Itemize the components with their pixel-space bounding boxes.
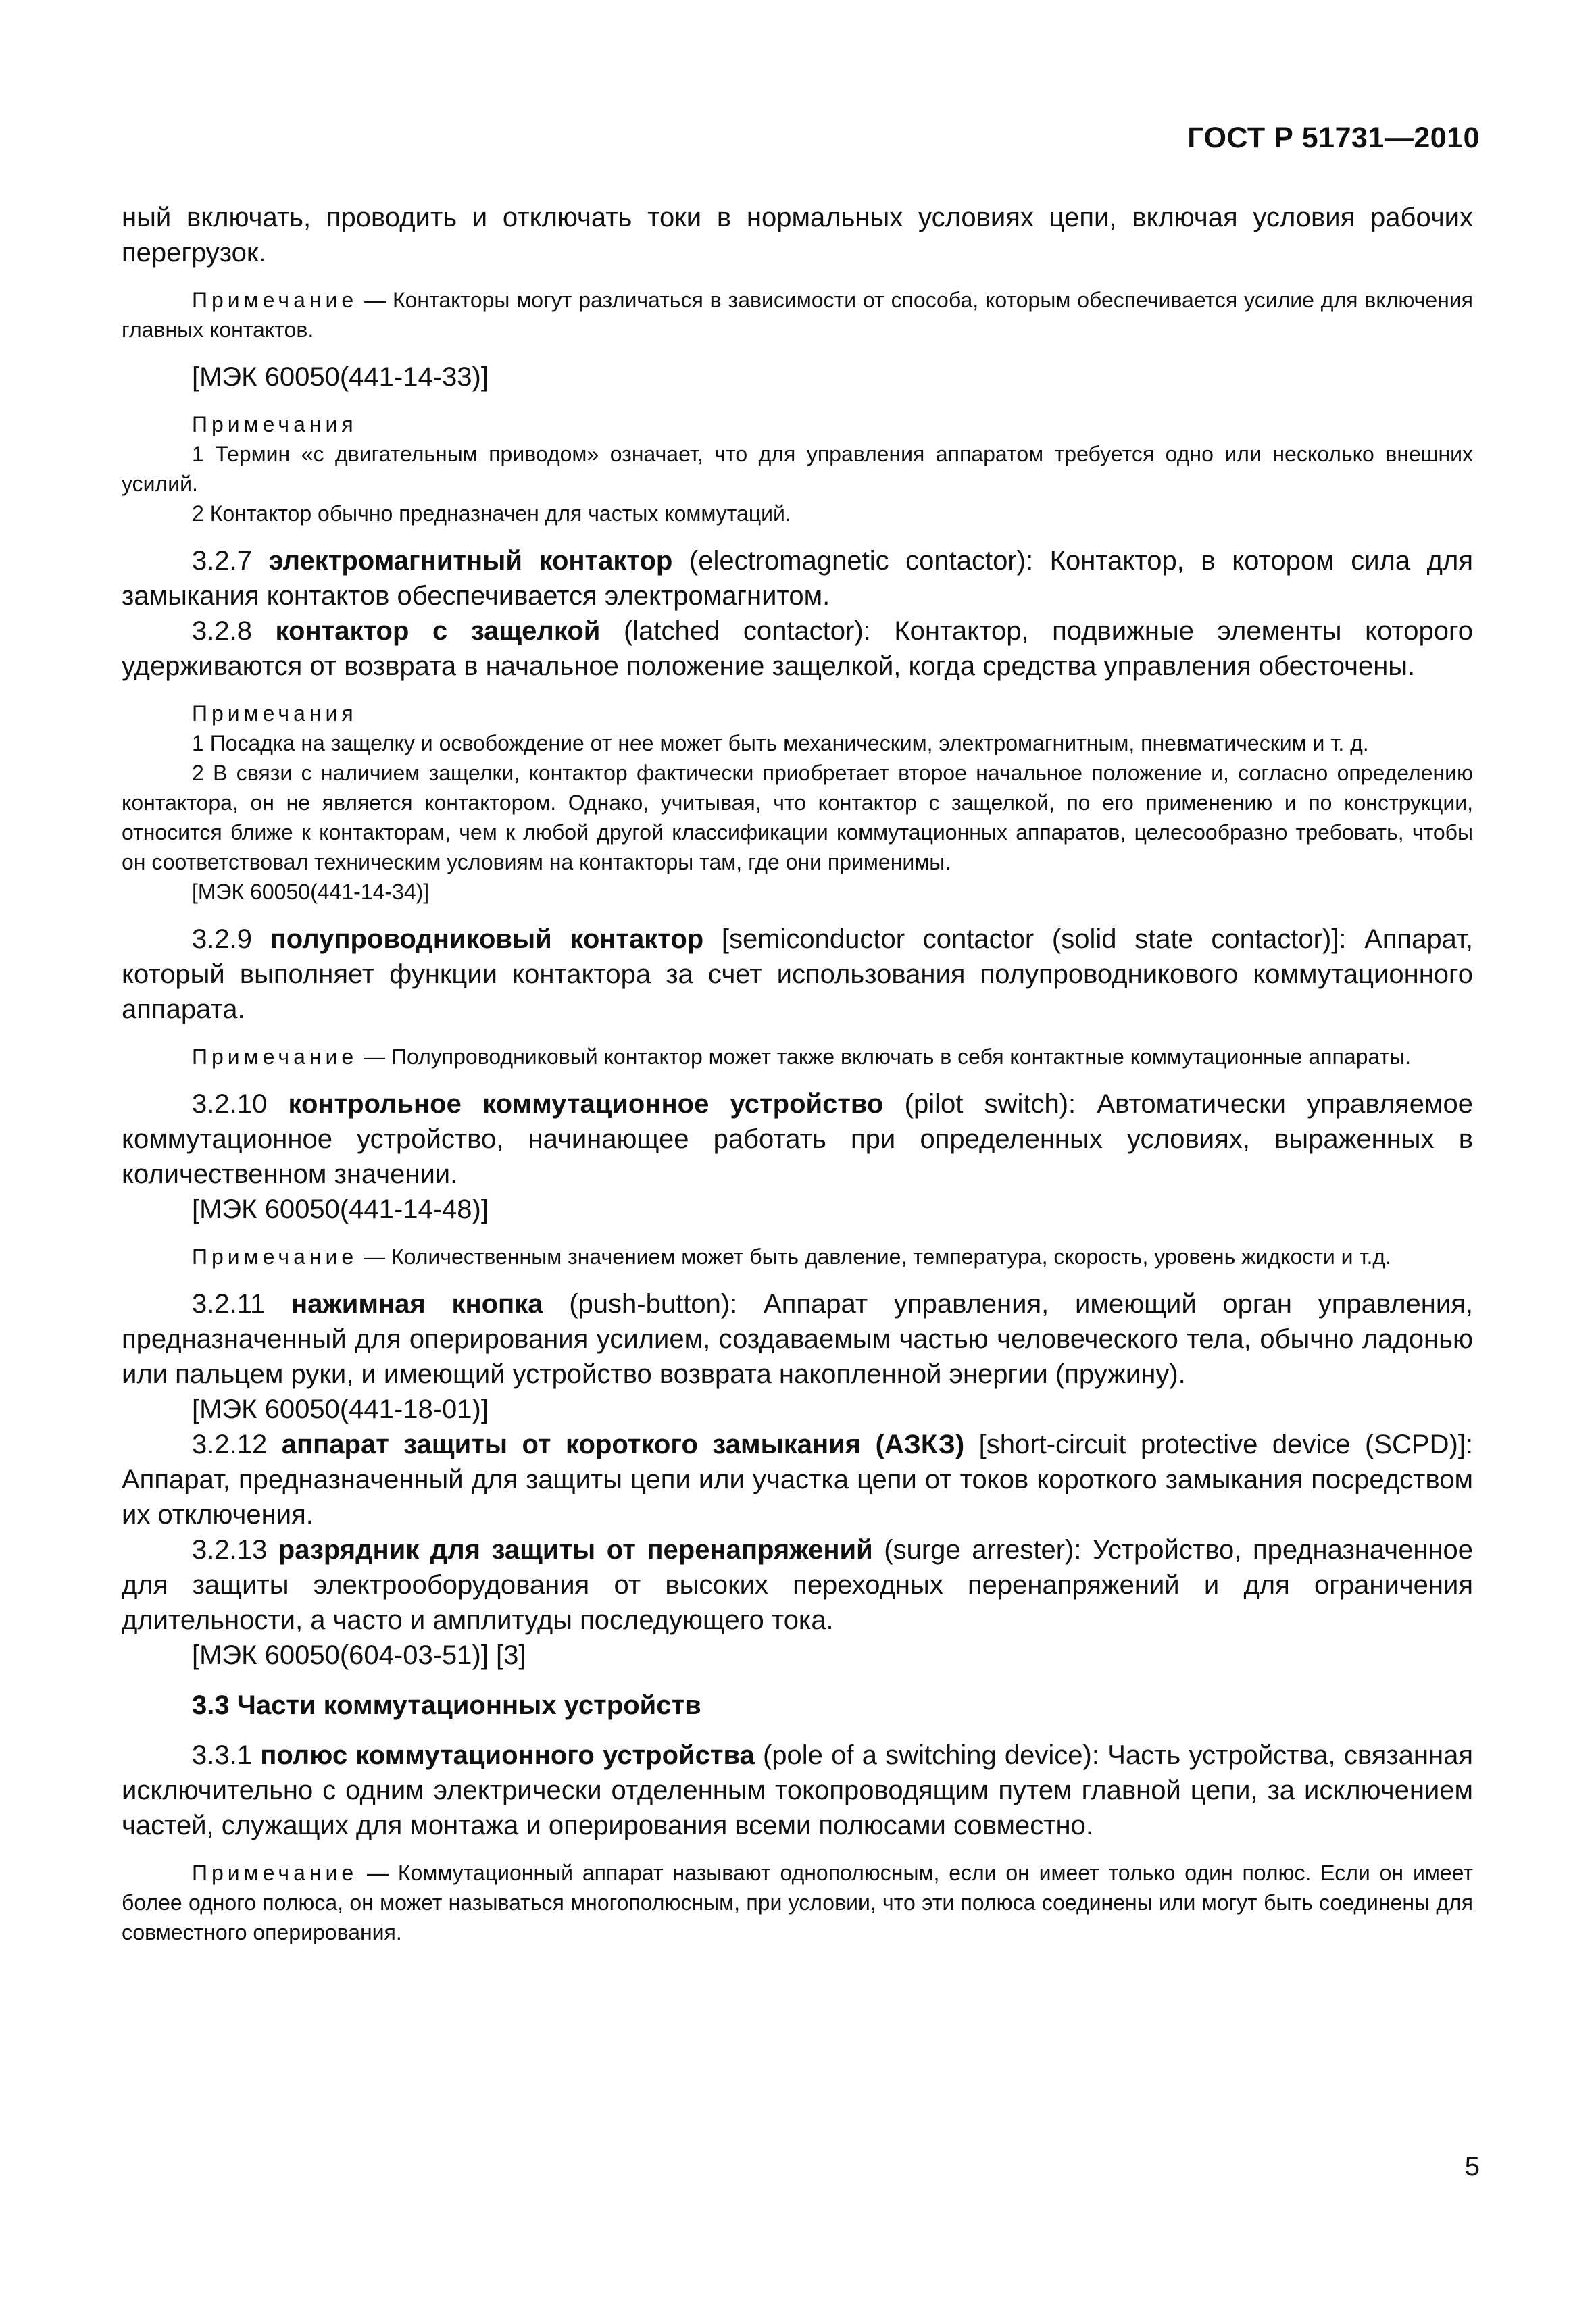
term-name: полупроводниковый контактор xyxy=(270,924,704,954)
term-definition: (push-button): Аппарат управления, имеющий орган управления, предназначенный для оперирования усилием, создаваемым частью человеческого тела, обычно ладонью или пальцем руки, и имеющий устройство возврата накопленной энергии (пружину). xyxy=(122,1289,1473,1389)
term-name: нажимная кнопка xyxy=(291,1289,543,1319)
term-3-2-11 xyxy=(122,1286,1473,1392)
term-number: 3.2.11 xyxy=(192,1289,291,1319)
term-3-2-12 xyxy=(122,1427,1473,1532)
note-item-2: 2 Контактор обычно предназначен для частых коммутаций. xyxy=(192,501,791,526)
reference-441-14-34: [МЭК 60050(441-14-34)] xyxy=(192,880,430,904)
term-definition: [semiconductor contactor (solid state contactor)]: Аппарат, который выполняет функции контактора за счет использования полупроводникового коммутационного аппарата. xyxy=(122,924,1473,1024)
term-name: контактор с защелкой xyxy=(275,616,601,646)
note-text: — Контакторы могут различаться в зависимости от способа, которым обеспечивается усилие для включения главных контактов. xyxy=(122,288,1473,342)
term-definition: (surge arrester): Устройство, предназначенное для защиты электрооборудования от высоких переходных перенапряжений и для ограничения длительности, а часто и амплитуды последующего тока. xyxy=(122,1535,1473,1635)
note-poles xyxy=(122,1858,1473,1947)
term-3-2-7 xyxy=(122,543,1473,613)
note-text: — Количественным значением может быть давление, температура, скорость, уровень жидкости и т.д. xyxy=(357,1244,1391,1269)
page-number: 5 xyxy=(1464,2152,1480,2182)
note-item-1: 1 Посадка на защелку и освобождение от нее может быть механическим, электромагнитным, пневматическим и т. д. xyxy=(192,731,1369,755)
term-name: аппарат защиты от короткого замыкания (АЗКЗ) xyxy=(281,1430,965,1459)
section-heading-3-3 xyxy=(122,1688,1473,1723)
term-number: 3.2.8 xyxy=(192,616,276,646)
reference-441-14-48: [МЭК 60050(441-14-48)] xyxy=(192,1194,489,1224)
term-name: контрольное коммутационное устройство xyxy=(288,1089,884,1119)
note-text: — Коммутационный аппарат называют однополюсным, если он имеет только один полюс. Если он имеет более одного полюса, он может называться многополюсным, при условии, что эти полюса соединены или могут быть соединены для совместного оперирования. xyxy=(122,1861,1473,1944)
note-item-2: 2 В связи с наличием защелки, контактор фактически приобретает второе начальное положение и, согласно определению контактора, он не является контактором. Однако, учитывая, что контактор с защелкой, по его применению и по конструкции, относится ближе к контакторам, чем к любой другой классификации коммутационных аппаратов, целесообразно требовать, чтобы он соответствовал техническим условиям на контакторы там, где они применимы. xyxy=(122,761,1473,874)
notes-label: Примечания xyxy=(192,701,357,726)
note-semiconductor xyxy=(122,1042,1473,1072)
note-label: Примечание xyxy=(192,1244,358,1269)
term-number: 3.2.9 xyxy=(192,924,270,954)
term-number: 3.2.7 xyxy=(192,546,269,576)
term-name: полюс коммутационного устройства xyxy=(260,1740,755,1770)
term-definition: [short-circuit protective device (SCPD)]: Аппарат, предназначенный для защиты цепи или участка цепи от токов короткого замыкания посредством их отключения. xyxy=(122,1430,1474,1530)
section-heading-text: 3.3 Части коммутационных устройств xyxy=(192,1690,701,1720)
term-number: 3.2.12 xyxy=(192,1430,282,1459)
note-label: Примечание xyxy=(192,1045,358,1069)
term-definition: (latched contactor): Контактор, подвижные элементы которого удерживаются от возврата в начальное положение защелкой, когда средства управления обесточены. xyxy=(122,616,1474,681)
reference-441-14-33: [МЭК 60050(441-14-33)] xyxy=(192,362,489,392)
term-name: электромагнитный контактор xyxy=(268,546,673,576)
note-contactors xyxy=(122,285,1473,345)
reference-441-18-01: [МЭК 60050(441-18-01)] xyxy=(192,1394,489,1424)
term-3-2-13 xyxy=(122,1532,1473,1638)
term-3-3-1 xyxy=(122,1738,1473,1843)
document-header: ГОСТ Р 51731—2010 xyxy=(1187,122,1480,154)
note-item-1: 1 Термин «с двигательным приводом» означает, что для управления аппаратом требуется одно или несколько внешних усилий. xyxy=(122,442,1473,496)
term-3-2-9 xyxy=(122,922,1473,1027)
paragraph-continuation: ный включать, проводить и отключать токи в нормальных условиях цепи, включая условия рабочих перегрузок. xyxy=(122,203,1473,268)
notes-label: Примечания xyxy=(192,412,357,436)
term-definition: (pole of a switching device): Часть устройства, связанная исключительно с одним электрически отделенным токопроводящим путем главной цепи, за исключением частей, служащих для монтажа и оперирования всеми полюсами совместно. xyxy=(122,1740,1474,1840)
reference-604-03-51: [МЭК 60050(604-03-51)] [3] xyxy=(192,1640,526,1670)
document-body xyxy=(122,200,1473,1947)
note-text: — Полупроводниковый контактор может также включать в себя контактные коммутационные аппараты. xyxy=(357,1045,1412,1069)
term-name: разрядник для защиты от перенапряжений xyxy=(278,1535,873,1565)
note-quantity xyxy=(122,1242,1473,1272)
term-3-2-10 xyxy=(122,1086,1473,1192)
term-number: 3.2.10 xyxy=(192,1089,289,1119)
note-label: Примечание xyxy=(192,288,358,312)
term-definition: (pilot switch): Автоматически управляемое коммутационное устройство, начинающее работать при определенных условиях, выраженных в количественном значении. xyxy=(122,1089,1473,1189)
note-label: Примечание xyxy=(192,1861,358,1885)
term-3-2-8 xyxy=(122,613,1473,684)
term-number: 3.3.1 xyxy=(192,1740,261,1770)
term-number: 3.2.13 xyxy=(192,1535,278,1565)
term-definition: (electromagnetic contactor): Контактор, в котором сила для замыкания контактов обеспечивается электромагнитом. xyxy=(122,546,1474,611)
